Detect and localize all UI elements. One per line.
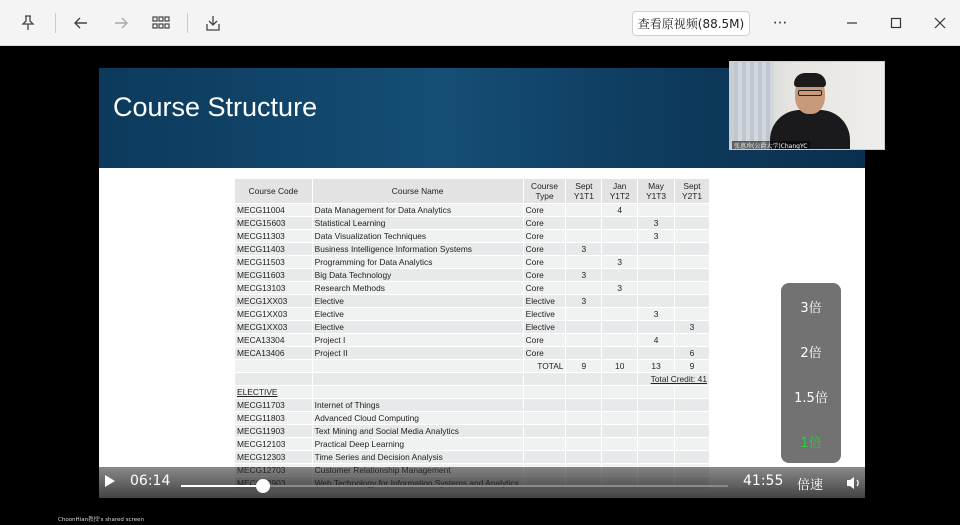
empty-cell: [638, 412, 675, 425]
empty-cell: [675, 412, 710, 425]
total-value: 10: [602, 360, 638, 373]
credit-cell: [566, 282, 602, 295]
course-name: Text Mining and Social Media Analytics: [312, 425, 523, 438]
credit-cell: [675, 243, 710, 256]
credit-cell: [638, 321, 675, 334]
credit-cell: [638, 347, 675, 360]
course-name: Practical Deep Learning: [312, 438, 523, 451]
course-type: Elective: [523, 321, 566, 334]
course-table-body: [235, 204, 710, 490]
credit-cell: 3: [638, 308, 675, 321]
empty-cell: [312, 373, 523, 386]
course-code: MECG15603: [235, 217, 313, 230]
course-code: MECG12303: [235, 451, 313, 464]
credit-cell: [602, 230, 638, 243]
credit-cell: 3: [566, 243, 602, 256]
table-header-row: [235, 179, 710, 204]
empty-cell: [235, 373, 313, 386]
credit-cell: [675, 308, 710, 321]
presenter-hair: [794, 73, 826, 87]
course-name: Statistical Learning: [312, 217, 523, 230]
course-name: Programming for Data Analytics: [312, 256, 523, 269]
slide-title: Course Structure: [113, 92, 318, 122]
course-name: Advanced Cloud Computing: [312, 412, 523, 425]
elective-row: [235, 412, 710, 425]
speed-option-1x[interactable]: 1倍: [800, 436, 822, 451]
empty-cell: [523, 438, 566, 451]
course-type: Core: [523, 243, 566, 256]
progress-slider[interactable]: [181, 485, 728, 487]
course-type: Core: [523, 347, 566, 360]
credit-cell: 3: [675, 321, 710, 334]
empty-cell: [566, 386, 602, 399]
empty-cell: [523, 399, 566, 412]
progress-handle[interactable]: [256, 479, 270, 493]
webcam-participant-label: 张惠珍(公爵大学)ChangYC: [734, 143, 808, 150]
table-row: [235, 256, 710, 269]
table-row: [235, 334, 710, 347]
empty-cell: [566, 438, 602, 451]
credit-cell: [675, 230, 710, 243]
speed-option-1-5x[interactable]: 1.5倍: [794, 391, 828, 406]
empty-cell: [602, 425, 638, 438]
course-code: MECA13406: [235, 347, 313, 360]
course-name: Time Series and Decision Analysis: [312, 451, 523, 464]
elective-heading-row: [235, 386, 710, 399]
empty-cell: [566, 412, 602, 425]
playback-rate-button[interactable]: 倍速: [797, 478, 824, 493]
course-name: Big Data Technology: [312, 269, 523, 282]
course-code: MECG11004: [235, 204, 313, 217]
course-code: MECG11703: [235, 399, 313, 412]
credit-cell: [675, 269, 710, 282]
close-icon[interactable]: [927, 11, 953, 35]
course-name: Project I: [312, 334, 523, 347]
credit-cell: [638, 243, 675, 256]
empty-cell: [602, 412, 638, 425]
empty-cell: [638, 438, 675, 451]
credit-cell: [566, 321, 602, 334]
credit-cell: [602, 334, 638, 347]
empty-cell: [638, 425, 675, 438]
table-row: [235, 230, 710, 243]
total-value: 13: [638, 360, 675, 373]
table-row: [235, 269, 710, 282]
credit-cell: [566, 230, 602, 243]
empty-cell: [675, 451, 710, 464]
course-code: MECG11803: [235, 412, 313, 425]
volume-icon[interactable]: [845, 475, 863, 491]
speed-option-2x[interactable]: 2倍: [800, 346, 822, 361]
credit-cell: [638, 295, 675, 308]
minimize-icon[interactable]: [839, 11, 865, 35]
empty-cell: [566, 399, 602, 412]
toolbar-divider: [55, 13, 56, 33]
pin-icon[interactable]: [16, 11, 40, 35]
course-name: Project II: [312, 347, 523, 360]
window-titlebar: [0, 0, 960, 46]
course-code: MECG11603: [235, 269, 313, 282]
progress-fill: [181, 485, 263, 487]
total-row: [235, 360, 710, 373]
credit-cell: [675, 204, 710, 217]
credit-cell: 3: [602, 282, 638, 295]
presenter-webcam: [729, 61, 885, 150]
course-code: MECG1XX03: [235, 308, 313, 321]
credit-cell: [602, 295, 638, 308]
view-original-video-button[interactable]: 查看原视频(88.5M): [632, 11, 750, 36]
empty-cell: [523, 425, 566, 438]
download-icon[interactable]: [201, 11, 225, 35]
forward-arrow-icon[interactable]: [109, 11, 133, 35]
course-name: Business Intelligence Information Systems: [312, 243, 523, 256]
course-type: Core: [523, 256, 566, 269]
column-header: Course Name: [312, 179, 523, 204]
credit-cell: [602, 243, 638, 256]
course-type: Elective: [523, 308, 566, 321]
credit-cell: [566, 217, 602, 230]
empty-cell: [638, 451, 675, 464]
course-code: MECG12103: [235, 438, 313, 451]
credit-cell: [638, 269, 675, 282]
credit-cell: [566, 204, 602, 217]
credit-cell: [566, 256, 602, 269]
course-code: MECA13304: [235, 334, 313, 347]
credit-cell: [602, 347, 638, 360]
course-code: MECG13103: [235, 282, 313, 295]
more-options-button[interactable]: ···: [772, 14, 788, 32]
webcam-curtain: [734, 62, 774, 142]
elective-row: [235, 399, 710, 412]
table-row: [235, 295, 710, 308]
table-row: [235, 217, 710, 230]
table-row: [235, 243, 710, 256]
course-name: Research Methods: [312, 282, 523, 295]
course-name: Elective: [312, 295, 523, 308]
empty-cell: [566, 425, 602, 438]
duration: 41:55: [743, 473, 784, 489]
toolbar-divider: [187, 13, 188, 33]
credit-cell: [566, 347, 602, 360]
elective-row: [235, 438, 710, 451]
total-credit: Total Credit: 41: [638, 373, 710, 386]
total-label: TOTAL: [523, 360, 566, 373]
course-name: Internet of Things: [312, 399, 523, 412]
course-name: Data Management for Data Analytics: [312, 204, 523, 217]
current-time: 06:14: [130, 473, 171, 489]
column-header: May Y1T3: [638, 179, 675, 204]
total-value: 9: [566, 360, 602, 373]
empty-cell: [523, 373, 566, 386]
column-header: Jan Y1T2: [602, 179, 638, 204]
course-type: Core: [523, 217, 566, 230]
empty-cell: [566, 451, 602, 464]
credit-cell: [602, 269, 638, 282]
player-control-bar: [99, 467, 865, 498]
empty-cell: [523, 386, 566, 399]
credit-cell: [566, 308, 602, 321]
empty-cell: [312, 360, 523, 373]
course-code: MECG11303: [235, 230, 313, 243]
maximize-icon[interactable]: [883, 11, 909, 35]
course-type: Core: [523, 334, 566, 347]
credit-cell: 3: [638, 217, 675, 230]
empty-cell: [675, 438, 710, 451]
course-name: Elective: [312, 321, 523, 334]
course-name: Elective: [312, 308, 523, 321]
table-row: [235, 282, 710, 295]
table-row: [235, 321, 710, 334]
empty-cell: [638, 386, 675, 399]
table-row: [235, 204, 710, 217]
course-name: Data Visualization Techniques: [312, 230, 523, 243]
credit-cell: 3: [566, 295, 602, 308]
credit-cell: [675, 282, 710, 295]
empty-cell: [312, 386, 523, 399]
credit-cell: [675, 256, 710, 269]
course-code: MECG1XX03: [235, 295, 313, 308]
credit-cell: [675, 334, 710, 347]
credit-cell: [675, 217, 710, 230]
credit-cell: 3: [638, 230, 675, 243]
elective-row: [235, 425, 710, 438]
empty-cell: [602, 386, 638, 399]
credit-cell: [602, 321, 638, 334]
course-code: MECG1XX03: [235, 321, 313, 334]
credit-cell: 6: [675, 347, 710, 360]
presenter-glasses: [798, 90, 822, 96]
course-code: MECG11503: [235, 256, 313, 269]
elective-heading: ELECTIVE: [235, 386, 313, 399]
course-type: Core: [523, 230, 566, 243]
credit-cell: 3: [602, 256, 638, 269]
empty-cell: [602, 399, 638, 412]
playback-speed-menu: [781, 283, 841, 463]
credit-cell: [638, 282, 675, 295]
credit-cell: [638, 256, 675, 269]
course-code: MECG11903: [235, 425, 313, 438]
column-header: Sept Y1T1: [566, 179, 602, 204]
credit-cell: [602, 217, 638, 230]
credit-cell: [602, 308, 638, 321]
elective-row: [235, 451, 710, 464]
course-type: Core: [523, 204, 566, 217]
course-type: Core: [523, 269, 566, 282]
empty-cell: [602, 438, 638, 451]
course-structure-table: [234, 178, 710, 490]
empty-cell: [566, 373, 602, 386]
credit-cell: [638, 204, 675, 217]
total-credit-row: [235, 373, 710, 386]
credit-cell: 4: [602, 204, 638, 217]
course-type: Core: [523, 282, 566, 295]
total-value: 9: [675, 360, 710, 373]
empty-cell: [602, 451, 638, 464]
empty-cell: [675, 425, 710, 438]
table-row: [235, 308, 710, 321]
empty-cell: [523, 451, 566, 464]
empty-cell: [675, 386, 710, 399]
column-header: Sept Y2T1: [675, 179, 710, 204]
column-header: Course Code: [235, 179, 313, 204]
play-icon[interactable]: [105, 475, 115, 487]
empty-cell: [638, 399, 675, 412]
course-type: Elective: [523, 295, 566, 308]
course-code: MECG11403: [235, 243, 313, 256]
credit-cell: 3: [566, 269, 602, 282]
empty-cell: [602, 373, 638, 386]
credit-cell: [675, 295, 710, 308]
credit-cell: 4: [638, 334, 675, 347]
empty-cell: [235, 360, 313, 373]
empty-cell: [675, 399, 710, 412]
grid-icon[interactable]: [149, 11, 173, 35]
speed-option-3x[interactable]: 3倍: [800, 301, 822, 316]
column-header: Course Type: [523, 179, 566, 204]
credit-cell: [566, 334, 602, 347]
shared-screen-label: ChoonHian教授's shared screen: [58, 517, 144, 523]
table-row: [235, 347, 710, 360]
back-arrow-icon[interactable]: [69, 11, 93, 35]
empty-cell: [523, 412, 566, 425]
